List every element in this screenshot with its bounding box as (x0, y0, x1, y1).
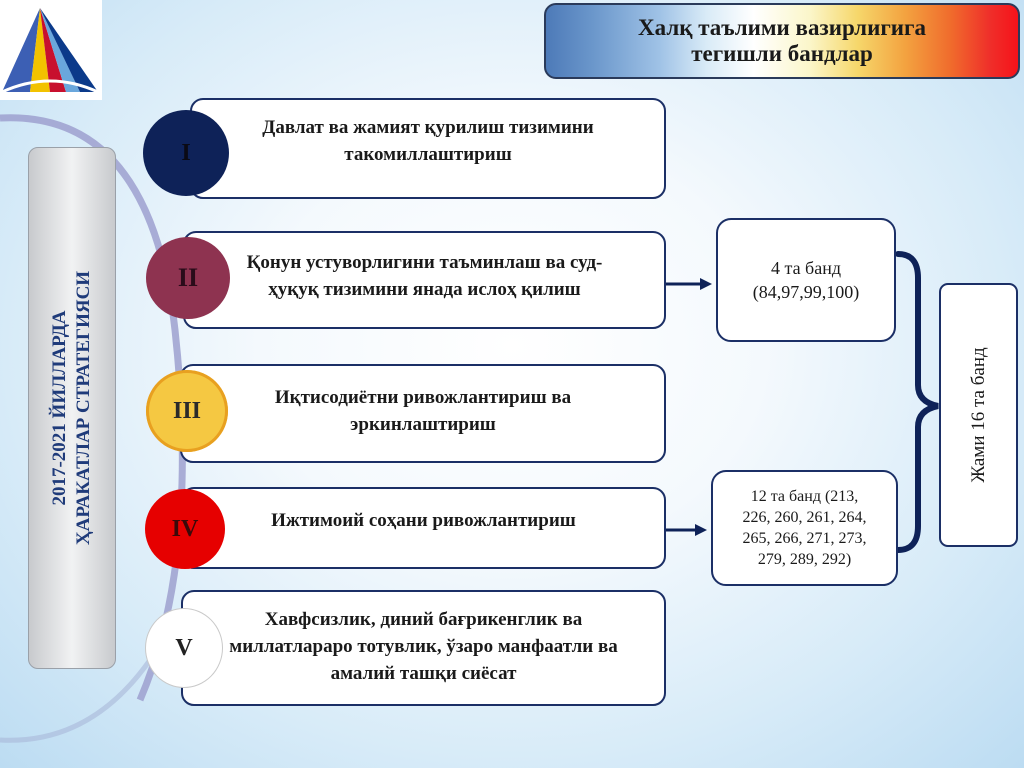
numeral-circle-4: IV (145, 489, 225, 569)
items-box-second-line-1: 12 та банд (213, (750, 488, 859, 505)
category-1-line-2: такомиллаштириш (344, 144, 512, 165)
category-box-3 (180, 364, 666, 463)
numeral-circle-5: V (145, 608, 223, 688)
items-box-first-line-2: (84,97,99,100) (752, 282, 860, 302)
items-box-second-line-3: 265, 266, 271, 273, (742, 530, 867, 547)
category-3-line-1: Иқтисодиётни ривожлантириш ва (274, 387, 572, 408)
category-box-5 (181, 590, 666, 706)
category-3-line-2: эркинлаштириш (350, 414, 496, 435)
category-2-line-1: Қонун устуворлигини таъминлаш ва суд- (246, 252, 603, 273)
arrow-right-icon (666, 278, 712, 290)
items-box-second-line-4: 279, 289, 292) (757, 551, 852, 568)
title-line-2: тегишли бандлар (691, 41, 873, 66)
category-1-line-1: Давлат ва жамият қурилиш тизимини (262, 117, 594, 138)
category-4-line-1: Ижтимоий соҳани ривожлантириш (271, 510, 576, 531)
category-box-2 (183, 231, 666, 329)
side-banner-line-2: ҲАРАКАТЛАР СТРАТЕГИЯСИ (73, 270, 94, 546)
brace-icon (898, 254, 938, 550)
category-5-line-3: амалий ташқи сиёсат (330, 663, 517, 684)
items-box-first-line-1: 4 та банд (770, 258, 841, 278)
category-box-1 (190, 98, 666, 199)
numeral-circle-2: II (146, 237, 230, 319)
items-box-second-line-2: 226, 260, 261, 264, (742, 509, 867, 526)
numeral-circle-1: I (143, 110, 229, 196)
numeral-circle-3: III (146, 370, 228, 452)
items-box-second (711, 470, 898, 586)
category-5-line-1: Хавфсизлик, диний бағрикенглик ва (264, 609, 583, 630)
title-line-1: Халқ таълими вазирлигига (638, 15, 926, 40)
total-text: Жами 16 та банд (967, 347, 989, 483)
side-banner-line-1: 2017-2021 ЙИЛЛАРДА (49, 310, 70, 506)
category-2-line-2: ҳуқуқ тизимини янада ислоҳ қилиш (268, 279, 581, 300)
arrow-right-icon (666, 524, 707, 536)
category-5-line-2: миллатлараро тотувлик, ўзаро манфаатли ва (229, 636, 618, 657)
total-box (939, 283, 1018, 547)
items-box-first (716, 218, 896, 342)
category-box-4 (181, 487, 666, 569)
